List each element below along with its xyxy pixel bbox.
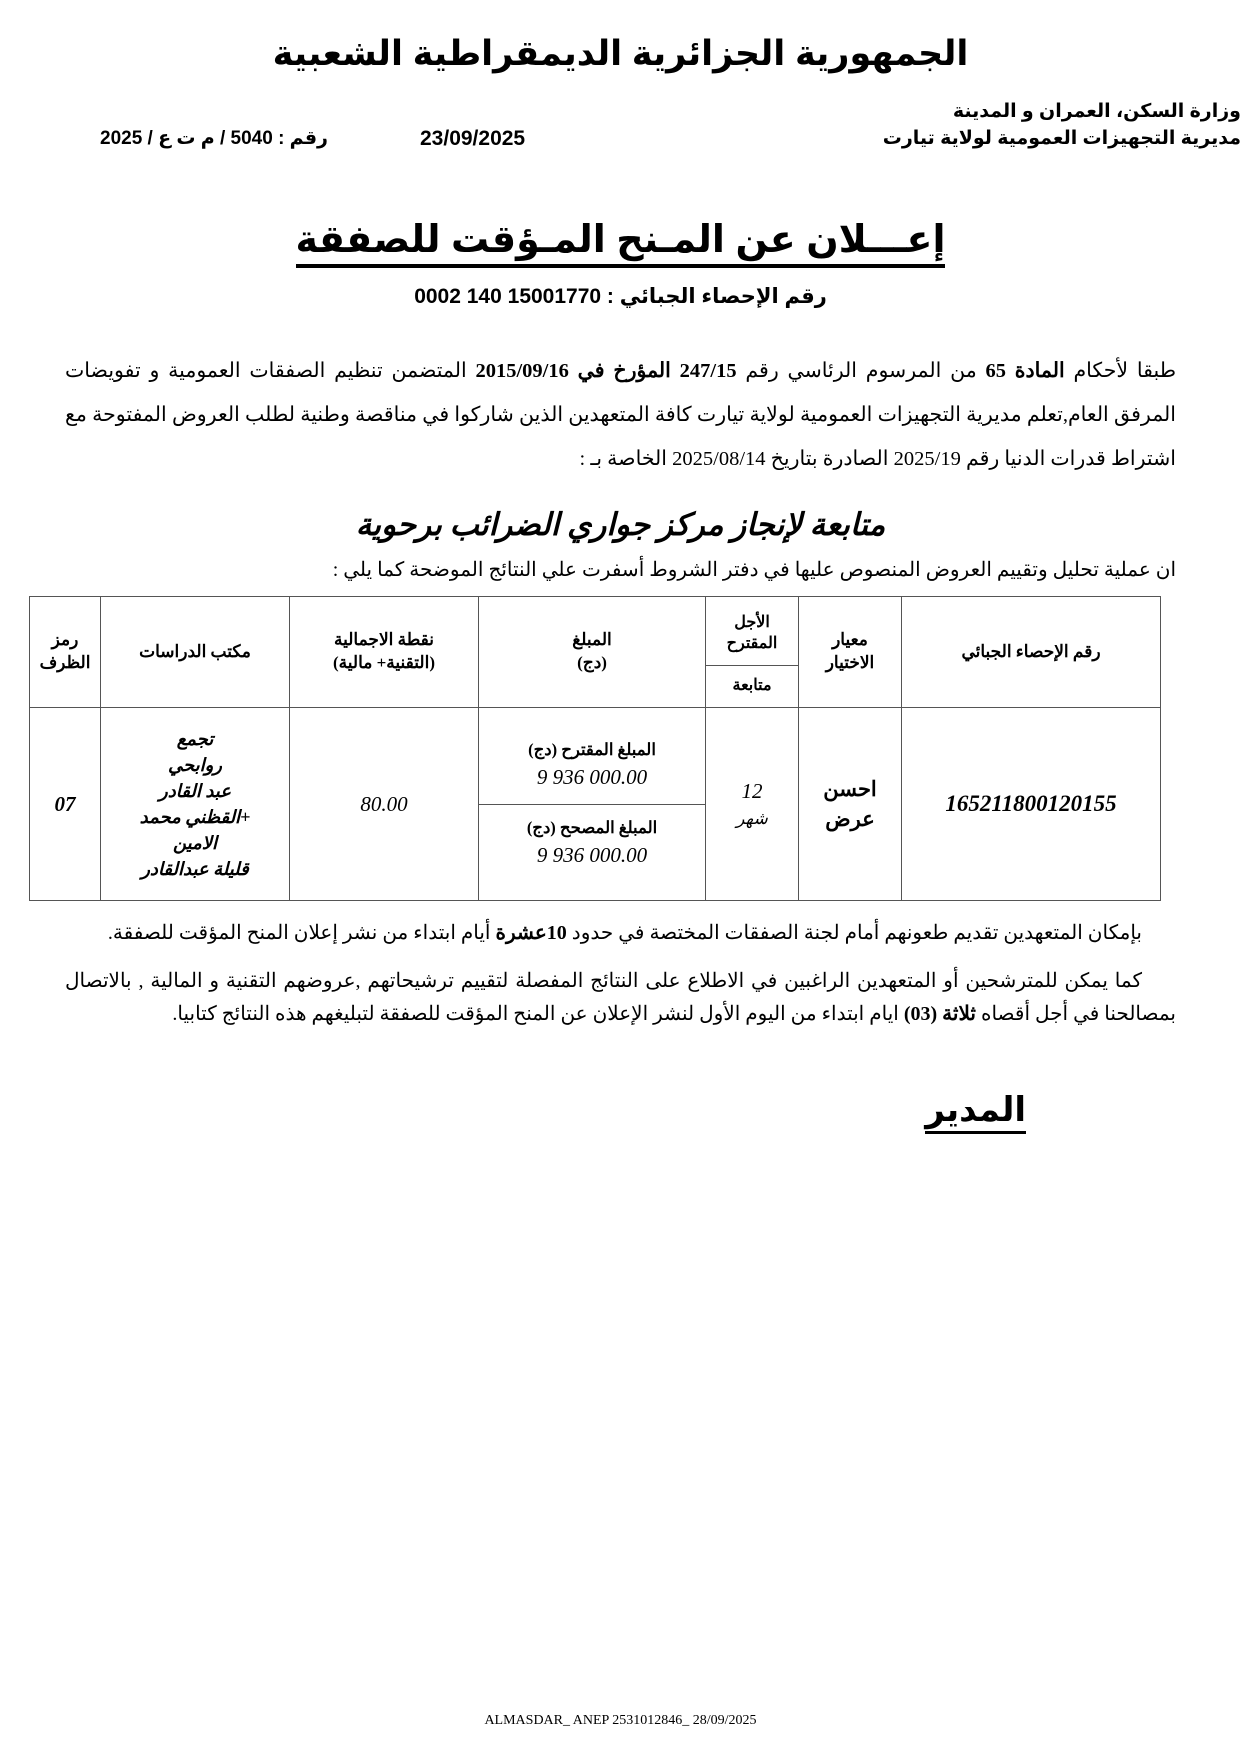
cell-fiscal xyxy=(902,708,1161,901)
appeal-paragraph xyxy=(65,917,1176,949)
header-delay-line2: متابعة xyxy=(706,665,798,706)
fiscal-id-line: رقم الإحصاء الجبائي : 15001770 140 0002 xyxy=(414,284,827,308)
row-delay-unit: شهر xyxy=(736,808,768,828)
signature-title: المدير xyxy=(925,1091,1026,1134)
header-delay xyxy=(706,597,799,708)
row-code-value: 07 xyxy=(54,791,76,816)
header-office: مكتب الدراسات xyxy=(101,597,290,708)
info-days: ثلاثة (03) xyxy=(903,1002,976,1025)
results-table xyxy=(29,596,1161,901)
office-line-0: تجمع xyxy=(176,728,214,749)
amount-corrected-label: المبلغ المصحح (دج) xyxy=(526,817,658,837)
office-line-2: عبد القادر xyxy=(159,780,231,801)
legal-decree: 247/15 المؤرخ في 2015/09/16 xyxy=(475,359,737,382)
header-score xyxy=(290,597,479,708)
reference-number: رقم : 5040 / م ت ع / 2025 xyxy=(100,127,328,149)
office-line-1: روابحي xyxy=(167,754,223,775)
page-title-text: إعـــلان عن المـنح المـؤقت للصفقة xyxy=(296,219,946,268)
directorate-name: مديرية التجهيزات العمومية لولاية تيارت xyxy=(882,128,1241,150)
header-amount-line2: (دج) xyxy=(577,653,607,673)
header-criteria-line2: الاختيار xyxy=(825,653,875,673)
header-criteria-line1: معيار xyxy=(832,630,868,650)
header-delay-line1: الأجل المقترح xyxy=(726,613,778,652)
cell-criteria xyxy=(799,708,902,901)
info-text-1: كما يمكن للمترشحين أو المتعهدين الراغبين في الاطلاع على النتائج المفصلة لتقييم ترشيحاتهم ,عروضهم التقنية و المالية , بالاتصال بمصالحنا في أجل أقصاه xyxy=(65,970,1176,1025)
information-paragraph xyxy=(65,965,1176,1030)
page-title xyxy=(0,217,1241,262)
cell-office xyxy=(101,708,290,901)
table-row xyxy=(30,708,1161,901)
amount-proposed-value: 9 936 000.00 xyxy=(536,764,648,789)
signature-block xyxy=(0,1090,1026,1130)
header-code-text: رمز الظرف xyxy=(39,630,91,673)
appeal-text-1: بإمكان المتعهدين تقديم طعونهم أمام لجنة الصفقات المختصة في حدود xyxy=(566,922,1142,945)
row-office-name xyxy=(105,726,285,883)
header-score-line1: نقطة الاجمالية xyxy=(334,630,434,650)
cell-code xyxy=(30,708,101,901)
ministry-name: وزارة السكن، العمران و المدينة xyxy=(952,100,1241,122)
document-date: 23/09/2025 xyxy=(420,126,526,150)
header-score-line2: (التقنية+ مالية) xyxy=(333,653,435,673)
row-criteria-line2: عرض xyxy=(825,807,875,832)
legal-text-2: من المرسوم الرئاسي رقم xyxy=(736,359,986,382)
header-amount-line1: المبلغ xyxy=(572,630,612,650)
appeal-days: 10عشرة xyxy=(495,922,567,945)
office-line-5: قليلة عبدالقادر xyxy=(141,859,249,880)
amount-proposed-label: المبلغ المقترح (دج) xyxy=(528,739,656,759)
table-header-row xyxy=(30,597,1161,708)
legal-text-1: طبقا لأحكام xyxy=(1064,359,1177,382)
legal-text-3: المتضمن تنظيم الصفقات العمومية و تفويضات المرفق العام,تعلم مديرية التجهيزات العمومية لولاية تيارت كافة المتعهدين الذين شاركوا في مناقصة وطنية لطلب العروض المفتوحة مع اشتراط قدرات الدنيا رقم 2025/19 الصادرة بتاريخ 2025/08/14 الخاصة بـ : xyxy=(65,359,1176,470)
header-criteria xyxy=(799,597,902,708)
results-intro: ان عملية تحليل وتقييم العروض المنصوص عليها في دفتر الشروط أسفرت علي النتائج الموضحة كما يلي : xyxy=(332,559,1176,582)
republic-heading: الجمهورية الجزائرية الديمقراطية الشعبية xyxy=(272,34,969,73)
row-fiscal-number: 165211800120155 xyxy=(945,791,1117,817)
row-score-value: 80.00 xyxy=(360,791,408,816)
cell-amount xyxy=(479,708,706,901)
cell-score xyxy=(290,708,479,901)
header-fiscal: رقم الإحصاء الجبائي xyxy=(902,597,1161,708)
table-header xyxy=(30,597,1161,708)
row-criteria-line1: احسن xyxy=(823,776,877,801)
amount-corrected-value: 9 936 000.00 xyxy=(536,842,648,867)
office-line-4: الامين xyxy=(172,833,218,854)
amount-proposed xyxy=(479,727,705,804)
cell-delay xyxy=(706,708,799,901)
project-title: متابعة لإنجاز مركز جواري الضرائب برحوية xyxy=(355,507,886,543)
header-code xyxy=(30,597,101,708)
info-text-2: ايام ابتداء من اليوم الأول لنشر الإعلان عن المنح المؤقت للصفقة لتبليغهم هذه النتائج كتابيا. xyxy=(172,1002,904,1025)
header-amount xyxy=(479,597,706,708)
appeal-text-2: أيام ابتداء من نشر إعلان المنح المؤقت للصفقة. xyxy=(107,922,496,945)
reference-line xyxy=(0,127,1241,159)
row-delay-value: 12 xyxy=(741,779,763,804)
table-body xyxy=(30,708,1161,901)
legal-basis-paragraph xyxy=(65,349,1176,481)
office-line-3: +القظني محمد xyxy=(139,807,251,828)
legal-article: المادة 65 xyxy=(985,359,1065,382)
footer-reference: ALMASDAR_ ANEP 2531012846_ 28/09/2025 xyxy=(484,1713,757,1728)
amount-corrected xyxy=(479,804,705,882)
